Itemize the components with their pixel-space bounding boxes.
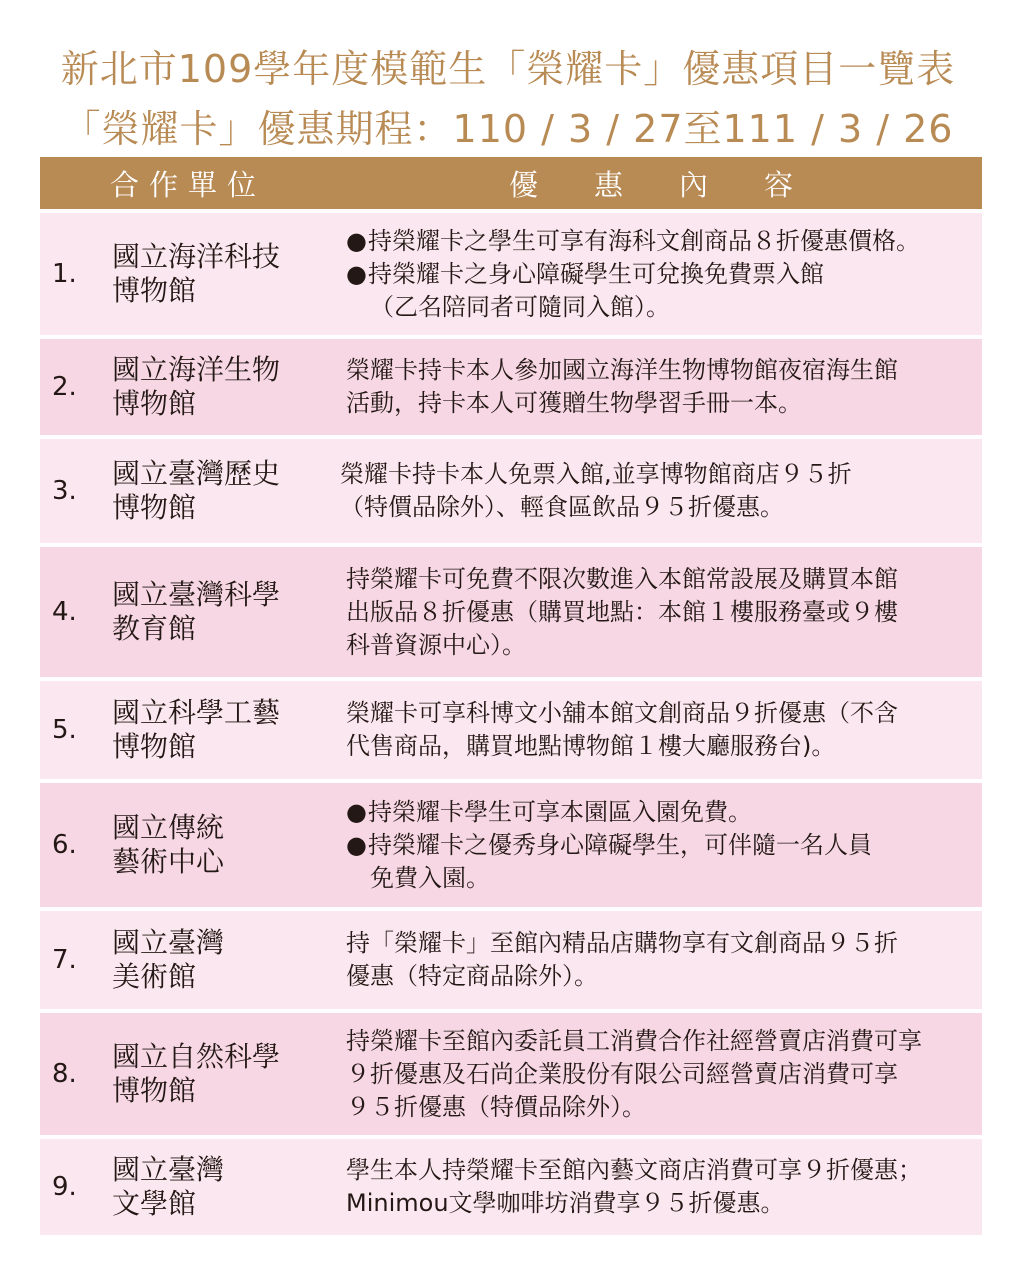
bullet-icon: ● <box>346 226 367 255</box>
row-number: 3. <box>52 475 77 506</box>
table-row <box>40 439 982 543</box>
bullet-item: ●持榮耀卡之學生可享有海科文創商品８折優惠價格。 <box>346 225 964 258</box>
row-number: 2. <box>52 371 77 402</box>
row-unit: 國立臺灣 文學館 <box>112 1153 225 1220</box>
header-unit: 合作單位 <box>109 167 266 202</box>
row-content <box>336 796 982 895</box>
bullet-icon: ● <box>346 830 367 859</box>
table-row <box>40 547 982 677</box>
table-row <box>40 681 982 779</box>
row-content: 學生本人持榮耀卡至館內藝文商店消費可享９折優惠； Minimou文學咖啡坊消費享９５折優惠。 <box>346 1156 922 1217</box>
page-title: 新北市109學年度模範生「榮耀卡」優惠項目一覽表 <box>60 47 956 91</box>
row-content <box>336 225 982 324</box>
row-unit: 國立傳統 藝術中心 <box>112 811 225 878</box>
page-subtitle: 「榮耀卡」優惠期程：110 / 3 / 27至111 / 3 / 26 <box>62 107 954 151</box>
row-content: 榮耀卡持卡本人免票入館,並享博物館商店９５折 （特價品除外）、輕食區飲品９５折優惠。 <box>340 460 852 521</box>
bullet-item: ●持榮耀卡之優秀身心障礙學生，可伴隨一名人員 <box>346 829 964 862</box>
row-number: 1. <box>52 258 77 289</box>
row-content: 持榮耀卡至館內委託員工消費合作社經營賣店消費可享 ９折優惠及石尚企業股份有限公司經營賣店消費可享 ９５折優惠（特價品除外）。 <box>346 1026 922 1121</box>
table-row <box>40 1139 982 1235</box>
row-content: 榮耀卡可享科博文小舖本館文創商品９折優惠（不含 代售商品，購買地點博物館１樓大廳服務台)。 <box>346 699 898 760</box>
header-content: 優惠內容 <box>508 167 849 202</box>
discount-table <box>40 157 982 1235</box>
bullet-item: ●持榮耀卡之身心障礙學生可兌換免費票入館 <box>346 258 964 291</box>
row-unit: 國立海洋科技 博物館 <box>112 240 281 307</box>
row-unit: 國立臺灣歷史 博物館 <box>112 457 281 524</box>
bullet-continuation: （乙名陪同者可隨同入館）。 <box>370 292 670 321</box>
row-number: 6. <box>52 829 77 860</box>
row-unit: 國立臺灣科學 教育館 <box>112 578 281 645</box>
table-row <box>40 911 982 1009</box>
row-number: 5. <box>52 714 77 745</box>
row-unit: 國立臺灣 美術館 <box>112 926 225 993</box>
table-row <box>40 213 982 335</box>
row-number: 9. <box>52 1171 77 1202</box>
row-unit: 國立海洋生物 博物館 <box>112 353 281 420</box>
row-content: 榮耀卡持卡本人參加國立海洋生物博物館夜宿海生館 活動，持卡本人可獲贈生物學習手冊一本。 <box>346 356 898 417</box>
table-row <box>40 783 982 907</box>
bullet-icon: ● <box>346 797 367 826</box>
row-number: 7. <box>52 944 77 975</box>
table-row <box>40 1013 982 1135</box>
table-header <box>40 157 982 209</box>
row-content: 持「榮耀卡」至館內精品店購物享有文創商品９５折 優惠（特定商品除外）。 <box>346 929 898 990</box>
row-number: 4. <box>52 596 77 627</box>
table-row <box>40 339 982 435</box>
row-unit: 國立科學工藝 博物館 <box>112 696 281 763</box>
row-content: 持榮耀卡可免費不限次數進入本館常設展及購買本館 出版品８折優惠（購買地點：本館１樓服務臺或９樓 科普資源中心）。 <box>346 564 898 659</box>
row-number: 8. <box>52 1058 77 1089</box>
bullet-icon: ● <box>346 259 367 288</box>
bullet-item: ●持榮耀卡學生可享本園區入園免費。 <box>346 796 964 829</box>
row-unit: 國立自然科學 博物館 <box>112 1040 281 1107</box>
bullet-continuation: 免費入園。 <box>370 863 490 892</box>
